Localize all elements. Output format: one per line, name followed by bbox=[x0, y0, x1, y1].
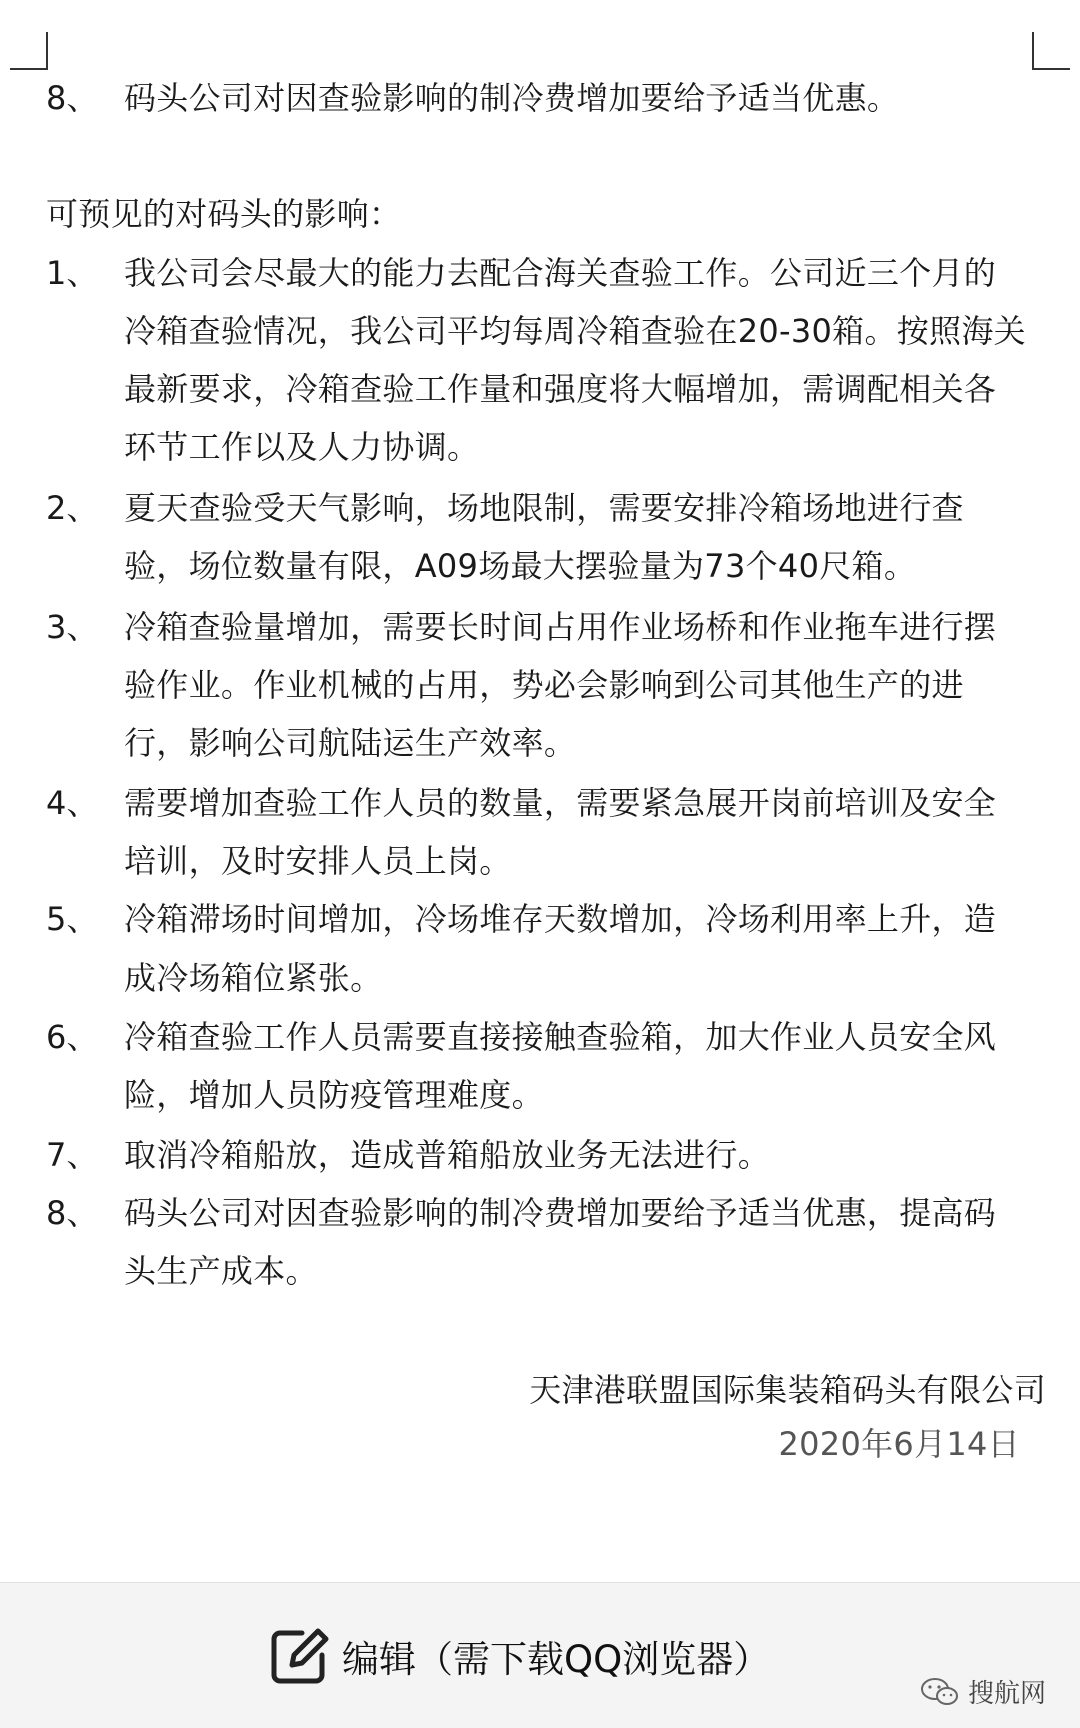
edit-button-label: 编辑（需下载QQ浏览器） bbox=[342, 1638, 771, 1681]
item-text-line: 险，增加人员防疫管理难度。 bbox=[124, 1076, 544, 1114]
item-number: 2、 bbox=[46, 489, 99, 527]
watermark-text: 搜航网 bbox=[967, 1679, 1046, 1709]
item-text-line: 冷箱滞场时间增加，冷场堆存天数增加，冷场利用率上升，造 bbox=[124, 900, 997, 938]
top-item-number: 8、 bbox=[46, 79, 99, 117]
item-text-line: 验，场位数量有限，A09场最大摆验量为73个40尺箱。 bbox=[124, 547, 917, 585]
edit-button[interactable] bbox=[268, 1621, 770, 1691]
item-text-line: 培训，及时安排人员上岗。 bbox=[124, 842, 512, 880]
item-text-line: 成冷场箱位紧张。 bbox=[124, 959, 383, 997]
item-number: 4、 bbox=[46, 784, 99, 822]
item-text-line: 码头公司对因查验影响的制冷费增加要给予适当优惠，提高码 bbox=[124, 1194, 997, 1232]
page-corner-mark-left bbox=[10, 32, 48, 70]
bottom-action-bar bbox=[0, 1582, 1080, 1728]
section-heading: 可预见的对码头的影响： bbox=[46, 195, 402, 233]
item-number: 3、 bbox=[46, 608, 99, 646]
item-text-line: 我公司会尽最大的能力去配合海关查验工作。公司近三个月的 bbox=[124, 254, 997, 292]
page-corner-mark-right bbox=[1032, 32, 1070, 70]
item-text-line: 头生产成本。 bbox=[124, 1252, 318, 1290]
item-number: 7、 bbox=[46, 1136, 99, 1174]
item-text-line: 需要增加查验工作人员的数量，需要紧急展开岗前培训及安全 bbox=[124, 784, 997, 822]
date-partial: 2020年6月14日 bbox=[778, 1425, 1020, 1463]
item-text-line: 取消冷箱船放，造成普箱船放业务无法进行。 bbox=[124, 1136, 771, 1174]
item-text-line: 冷箱查验工作人员需要直接接触查验箱，加大作业人员安全风 bbox=[124, 1018, 997, 1056]
item-text-line: 验作业。作业机械的占用，势必会影响到公司其他生产的进 bbox=[124, 666, 964, 704]
item-text-line: 最新要求，冷箱查验工作量和强度将大幅增加，需调配相关各 bbox=[124, 370, 997, 408]
top-item-text: 码头公司对因查验影响的制冷费增加要给予适当优惠。 bbox=[124, 79, 900, 117]
item-text-line: 环节工作以及人力协调。 bbox=[124, 428, 480, 466]
watermark bbox=[920, 1673, 1046, 1710]
item-text-line: 夏天查验受天气影响，场地限制，需要安排冷箱场地进行查 bbox=[124, 489, 964, 527]
item-text-line: 冷箱查验量增加，需要长时间占用作业场桥和作业拖车进行摆 bbox=[124, 608, 997, 646]
item-number: 8、 bbox=[46, 1194, 99, 1232]
item-text-line: 冷箱查验情况，我公司平均每周冷箱查验在20-30箱。按照海关 bbox=[124, 312, 1026, 350]
wechat-icon bbox=[920, 1676, 960, 1708]
item-text-line: 行，影响公司航陆运生产效率。 bbox=[124, 724, 577, 762]
edit-icon bbox=[268, 1625, 330, 1687]
item-number: 1、 bbox=[46, 254, 99, 292]
item-number: 6、 bbox=[46, 1018, 99, 1056]
company-signature: 天津港联盟国际集装箱码头有限公司 bbox=[529, 1371, 1046, 1409]
item-number: 5、 bbox=[46, 900, 99, 938]
